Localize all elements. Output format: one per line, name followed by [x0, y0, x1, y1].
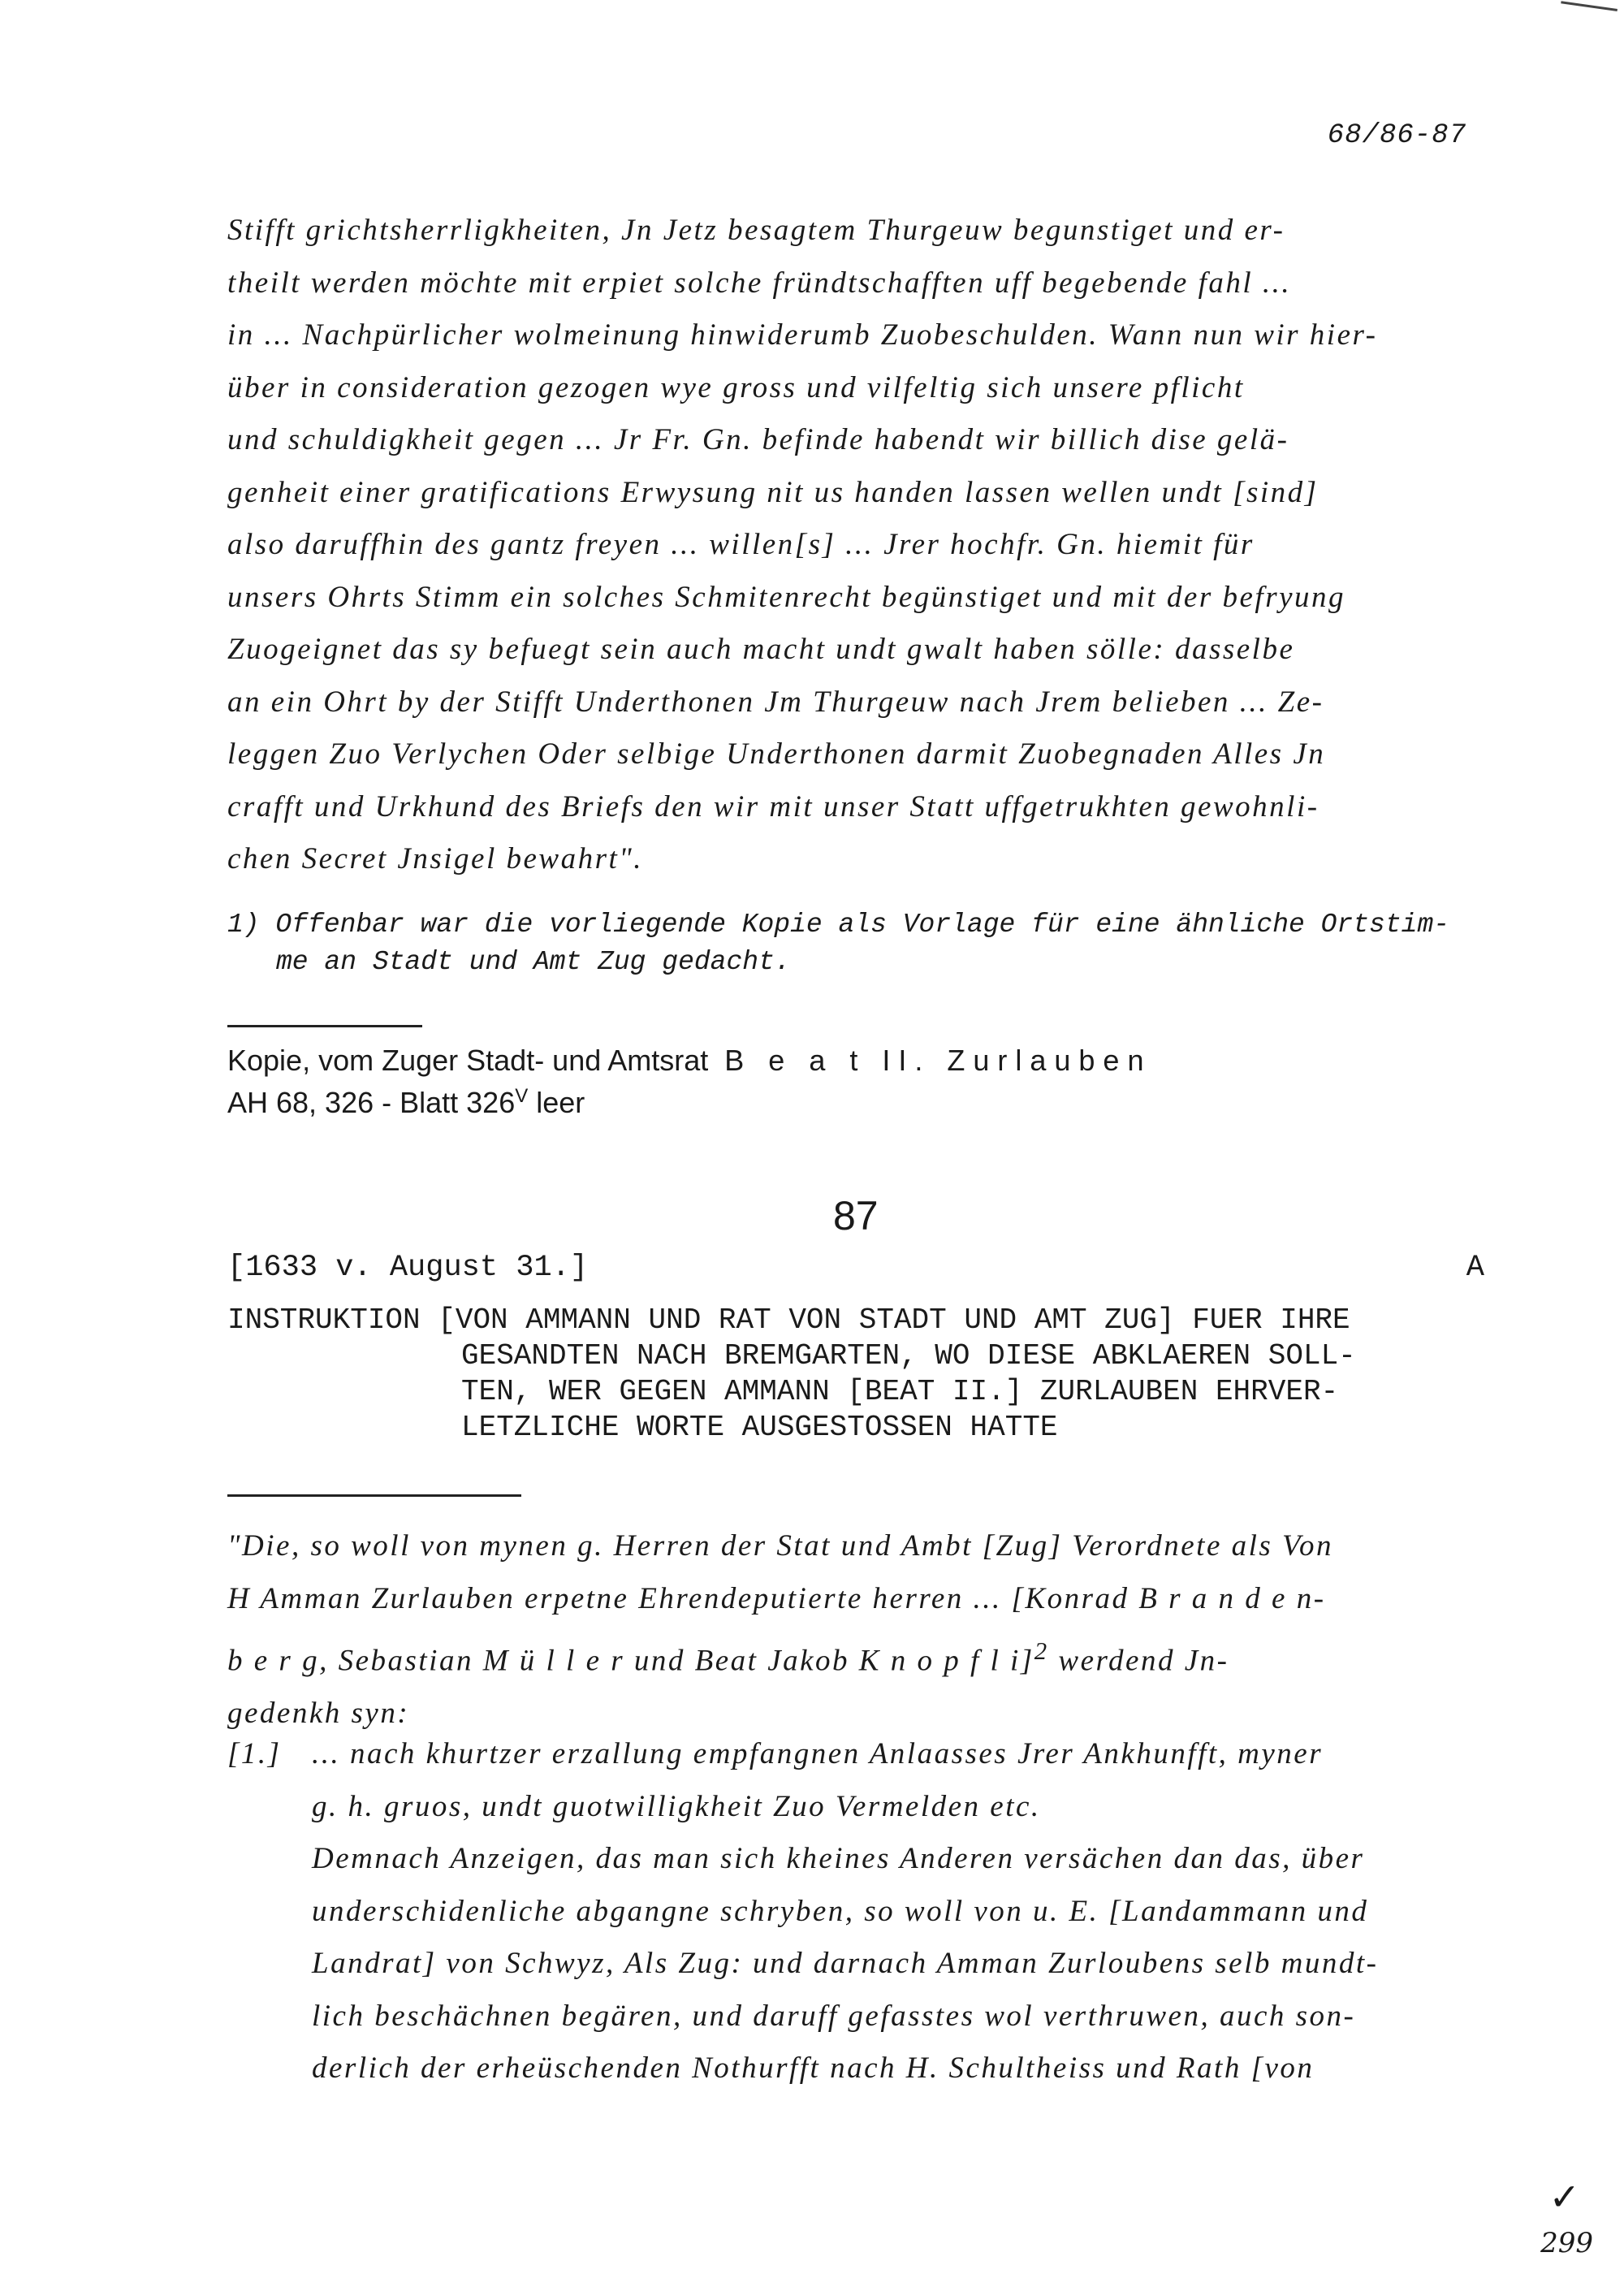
text-fragment: werdend Jn- — [1048, 1644, 1229, 1678]
title-line: GESANDTEN NACH BREMGARTEN, WO DIESE ABKLAEREN SOLL- — [461, 1339, 1356, 1373]
text-line: an ein Ohrt by der Stifft Underthonen Jm Thurgeuw nach Jrem belieben ... Ze- — [227, 685, 1324, 719]
text-line: H Amman Zurlauben erpetne Ehrendeputierte herren ... [Konrad B r a n d e n- — [227, 1581, 1326, 1615]
source-line — [227, 1043, 1151, 1079]
document-title — [227, 1303, 1494, 1446]
text-fragment: ... nach khurtzer erzallung empfangnen Anlaasses Jrer Ankhunfft, myner — [312, 1737, 1324, 1770]
folio-number: 299 — [1540, 2227, 1593, 2259]
source-prefix: Kopie, vom Zuger Stadt- und Amtsrat — [227, 1044, 709, 1077]
text-line: über in consideration gezogen wye gross und vilfeltig sich unsere pflicht — [227, 370, 1245, 404]
footnote-line: 1) Offenbar war die vorliegende Kopie als Vorlage für eine ähnliche Ortstim- — [227, 910, 1450, 940]
text-line: leggen Zuo Verlychen Oder selbige Underthonen darmit Zuobegnaden Alles Jn — [227, 737, 1326, 771]
text-line: crafft und Urkhund des Briefs den wir mit unser Statt uffgetrukhten gewohnli- — [227, 789, 1320, 824]
text-line: theilt werden möchte mit erpiet solche fründtschafften uff begebende fahl ... — [227, 266, 1292, 300]
source-note — [227, 1043, 1151, 1121]
archive-reference: AH 68, 326 - Blatt 326 — [227, 1086, 516, 1119]
text-line: chen Secret Jnsigel bewahrt". — [227, 842, 644, 875]
text-line: Stifft grichtsherrligkheiten, Jn Jetz besagtem Thurgeuw begunstiget und er- — [227, 214, 1285, 247]
text-line: underschidenliche abgangne schryben, so woll von u. E. [Landammann und — [312, 1894, 1369, 1928]
document-date: [1633 v. August 31.] — [227, 1251, 589, 1285]
text-line: genheit einer gratifications Erwysung nit us handen lassen wellen undt [sind] — [227, 475, 1319, 509]
separator-rule — [227, 1494, 521, 1497]
text-line: Landrat] von Schwyz, Als Zug: und darnach Amman Zurloubens selb mundt- — [312, 1947, 1379, 1980]
page-reference: 68/86-87 — [1327, 120, 1466, 151]
footnote-line: me an Stadt und Amt Zug gedacht. — [276, 947, 791, 977]
instruction-item-1 — [227, 1728, 1494, 2095]
corner-pen-mark — [1557, 1, 1618, 35]
source-line — [227, 1079, 1151, 1121]
text-line: und schuldigkheit gegen ... Jr Fr. Gn. befinde habendt wir billich dise gelä- — [227, 423, 1289, 456]
text-line: derlich der erheüschenden Nothurfft nach H. Schultheiss und Rath [von — [312, 2051, 1315, 2085]
footnote-marker: 2 — [1034, 1637, 1049, 1665]
title-line: INSTRUKTION [VON AMMANN UND RAT VON STADT UND AMT ZUG] FUER IHRE — [227, 1303, 1350, 1337]
check-mark-icon: ✓ — [1548, 2175, 1580, 2219]
title-line: TEN, WER GEGEN AMMANN [BEAT II.] ZURLAUBEN EHRVER- — [461, 1375, 1339, 1408]
text-line — [227, 1728, 1494, 1781]
text-line: unsers Ohrts Stimm ein solches Schmitenrecht begünstiget und mit der befryung — [227, 580, 1346, 614]
text-line: in ... Nachpürlicher wolmeinung hinwiderumb Zuobeschulden. Wann nun wir hier- — [227, 318, 1378, 352]
text-line: also daruffhin des gantz freyen ... willen[s] ... Jrer hochfr. Gn. hiemit für — [227, 528, 1255, 561]
verso-superscript: V — [515, 1085, 529, 1107]
text-line — [227, 1625, 1494, 1688]
continuation-text — [227, 205, 1494, 886]
document-marker: A — [1466, 1251, 1484, 1285]
separator-rule — [227, 1025, 422, 1027]
document-number: 87 — [833, 1193, 879, 1239]
text-line: gedenkh syn: — [227, 1696, 410, 1730]
instruction-intro — [227, 1520, 1494, 1740]
footnote — [227, 906, 1449, 981]
source-person: B e a t II. Zurlauben — [724, 1044, 1152, 1077]
verso-note: leer — [536, 1086, 585, 1119]
text-line: Zuogeignet das sy befuegt sein auch macht undt gwalt haben sölle: dasselbe — [227, 633, 1295, 666]
item-number: [1.] — [227, 1737, 282, 1770]
text-line: Demnach Anzeigen, das man sich kheines Anderen versächen dan das, über — [312, 1842, 1365, 1875]
title-line: LETZLICHE WORTE AUSGESTOSSEN HATTE — [461, 1411, 1058, 1444]
text-line: "Die, so woll von mynen g. Herren der Stat und Ambt [Zug] Verordnete als Von — [227, 1529, 1334, 1563]
date-line — [227, 1251, 1484, 1285]
text-line: lich beschächnen begären, und daruff gefasstes wol verthruwen, auch son- — [312, 1999, 1356, 2033]
deputies-names: b e r g, Sebastian M ü l l e r und Beat Jakob K n o p f l i] — [227, 1644, 1034, 1678]
text-line: g. h. gruos, undt guotwilligkheit Zuo Vermelden etc. — [312, 1789, 1041, 1823]
